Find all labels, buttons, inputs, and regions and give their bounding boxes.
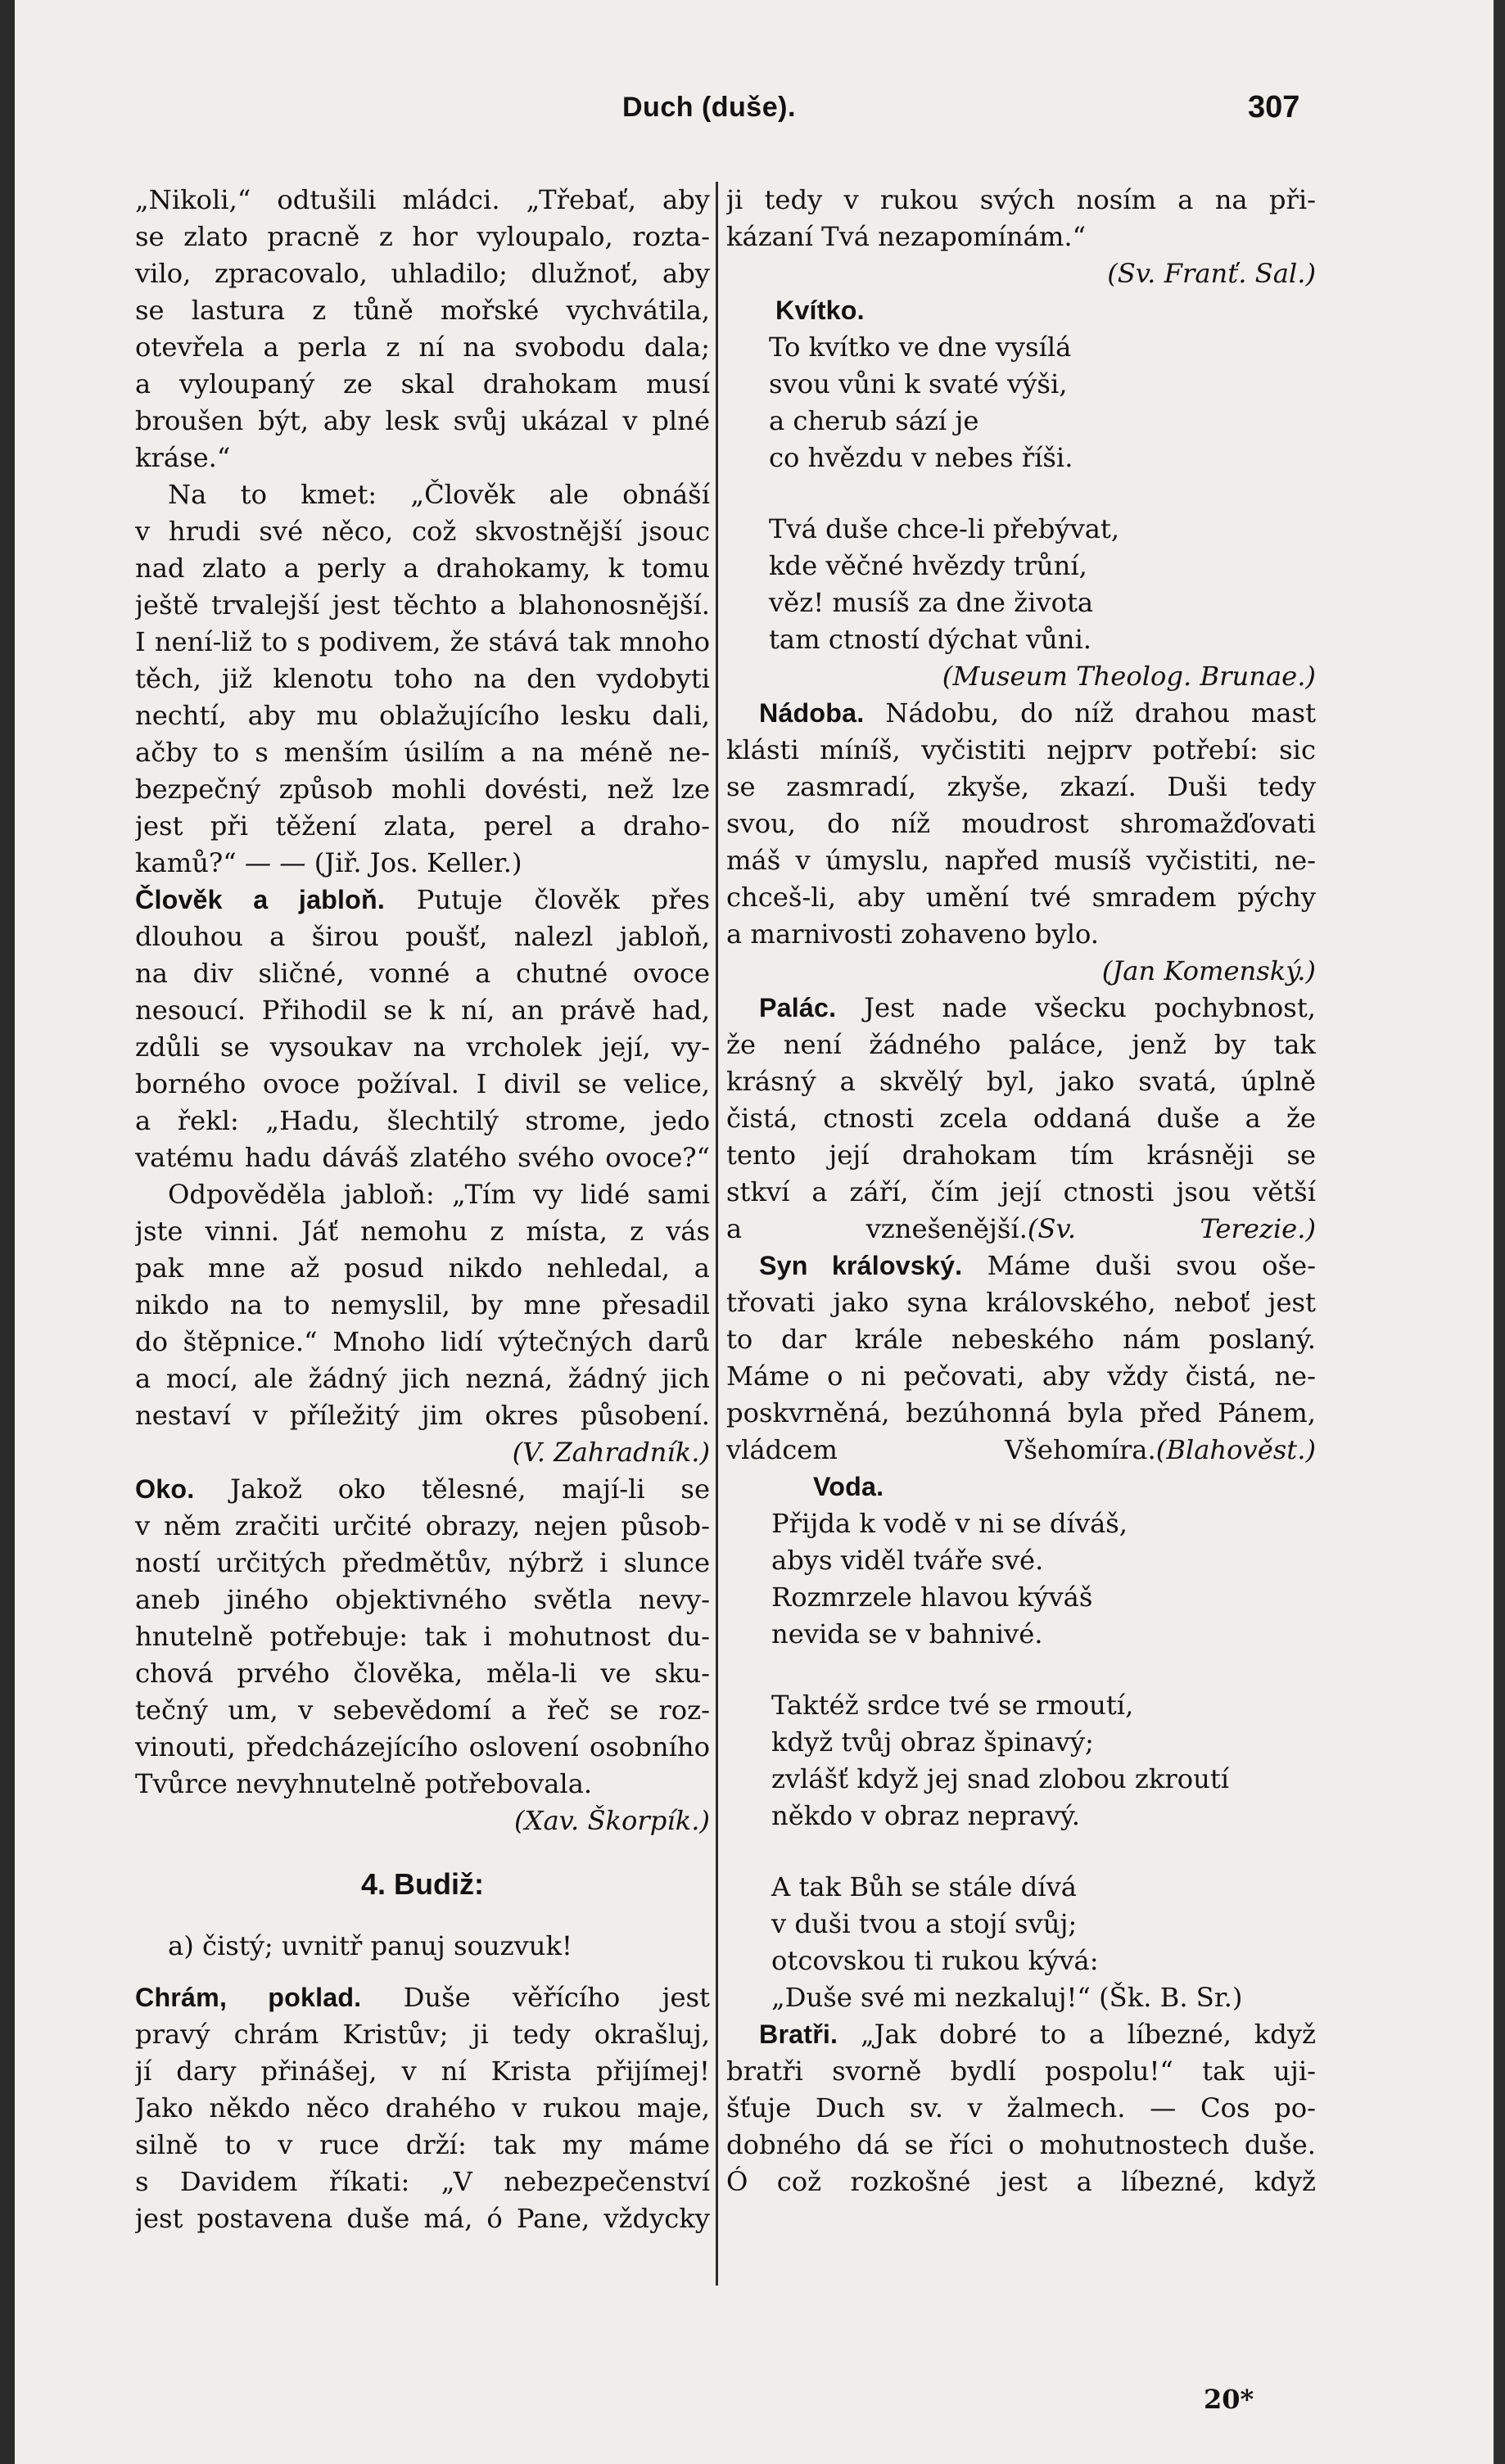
poem-line: nevida se v bahnivé. bbox=[771, 1618, 1043, 1649]
text-line: ností určitých předmětův, nýbrž i slunce bbox=[135, 1547, 710, 1578]
text-line: Jest nade všecku pochybnost, bbox=[864, 992, 1316, 1023]
text-line: hnutelně potřebuje: tak i mohutnost du- bbox=[135, 1621, 710, 1652]
text-line: a vyloupaný ze skal drahokam musí bbox=[135, 368, 710, 399]
text-line: nad zlato a perly a drahokamy, k tomu bbox=[135, 553, 710, 584]
text-line: vilo, zpracovalo, uhladilo; dlužnoť, aby bbox=[135, 258, 710, 289]
text-line: zdůli se vysoukav na vrcholek její, vy- bbox=[135, 1031, 710, 1063]
text-line: se zlato pracně z hor vyloupalo, rozta- bbox=[135, 221, 710, 252]
text-line: na div sličné, vonné a chutné ovoce bbox=[135, 958, 710, 989]
poem-line: někdo v obraz nepravý. bbox=[771, 1800, 1080, 1831]
entry-heading: Oko. bbox=[135, 1474, 195, 1504]
text-line: broušen být, aby lesk svůj ukázal v plné bbox=[135, 405, 710, 436]
text-line: ještě trvalejší jest těchto a blahonosnější. bbox=[135, 589, 710, 621]
paragraph-nikoli bbox=[135, 182, 710, 476]
entry-syn-kralovsky bbox=[726, 1248, 1316, 1469]
text-line: to dar krále nebeského nám poslaný. bbox=[726, 1324, 1316, 1355]
text-line: máš v úmyslu, napřed musíš vyčistiti, ne- bbox=[726, 845, 1316, 876]
text-line: nikdo na to nemyslil, by mne přesadil bbox=[135, 1289, 710, 1320]
text-line: se zasmradí, zkyše, zkazí. Duši tedy bbox=[726, 771, 1316, 802]
signature-mark: 20* bbox=[1204, 2384, 1254, 2415]
left-column bbox=[135, 182, 710, 2237]
text-line: dobného dá se říci o mohutnostech duše. bbox=[726, 2129, 1316, 2160]
poem-line: Rozmrzele hlavou kýváš bbox=[771, 1582, 1093, 1613]
text-line: Nádobu, do níž drahou mast bbox=[885, 697, 1316, 729]
section-subtitle: a) čistý; uvnitř panuj souzvuk! bbox=[168, 1930, 572, 1961]
text-line: Jakož oko tělesné, mají-li se bbox=[230, 1473, 710, 1505]
text-line: Jako někdo něco drahého v rukou maje, bbox=[135, 2092, 710, 2123]
text-line: že není žádného paláce, jenž by tak bbox=[726, 1029, 1316, 1060]
text-line: Na to kmet: „Člověk ale obnáší bbox=[168, 479, 710, 510]
entry-nadoba bbox=[726, 695, 1316, 990]
text-line: pak mne až posud nikdo nehledal, a bbox=[135, 1252, 710, 1284]
text-line: Odpověděla jabloň: „Tím vy lidé sami bbox=[168, 1179, 710, 1210]
section-title: 4. Budiž: bbox=[361, 1867, 484, 1901]
text-line: čistá, ctnosti zcela oddaná duše a že bbox=[726, 1103, 1316, 1134]
source-citation: (Xav. Škorpík.) bbox=[513, 1805, 710, 1836]
text-line: jí dary přinášej, v ní Krista přijímej! bbox=[135, 2056, 710, 2087]
poem-line: Tvá duše chce-li přebývat, bbox=[769, 513, 1120, 544]
page-number: 307 bbox=[1248, 90, 1300, 124]
text-line: dlouhou a širou poušť, nalezl jabloň, bbox=[135, 921, 710, 952]
text-line: šťuje Duch sv. v žalmech. — Cos po- bbox=[726, 2092, 1316, 2123]
poem-line: a cherub sází je bbox=[769, 405, 979, 436]
text-line: s Davidem říkati: „V nebezpečenství bbox=[135, 2166, 710, 2197]
entry-heading: Chrám, poklad. bbox=[135, 1983, 362, 2012]
poem-line: co hvězdu v nebes říši. bbox=[769, 442, 1073, 473]
poem-line: tam ctností dýchat vůni. bbox=[769, 624, 1091, 655]
text-line: pravý chrám Kristův; ji tedy okrašluj, bbox=[135, 2019, 710, 2050]
text-line: jest při těžení zlata, perel a draho- bbox=[135, 810, 710, 842]
poem-line: „Duše své mi nezkaluj!“ (Šk. B. Sr.) bbox=[771, 1982, 1243, 2013]
entry-heading: Voda. bbox=[813, 1472, 884, 1501]
text-line: poskvrněná, bezúhonná byla před Pánem, bbox=[726, 1397, 1316, 1428]
text-line: stkví a září, čím její ctnosti jsou větší bbox=[726, 1176, 1316, 1207]
poem-line: věz! musíš za dne života bbox=[769, 587, 1094, 618]
text-line: těch, již klenotu toho na den vydobyti bbox=[135, 663, 710, 694]
poem-line: abys viděl tváře své. bbox=[771, 1545, 1044, 1576]
paragraph-continuation bbox=[726, 182, 1316, 292]
poem-line: A tak Bůh se stále dívá bbox=[771, 1871, 1077, 1902]
entry-bratri bbox=[726, 2016, 1316, 2200]
entry-heading: Palác. bbox=[759, 993, 837, 1022]
entry-heading: Kvítko. bbox=[775, 296, 865, 325]
text-line: a řekl: „Hadu, šlechtilý strome, jedo bbox=[135, 1105, 710, 1136]
text-line: vinouti, předcházejícího oslovení osobního bbox=[135, 1731, 710, 1762]
source-citation: (Sv. Franť. Sal.) bbox=[1107, 258, 1316, 289]
text-line: kráse.“ bbox=[135, 442, 231, 473]
text-line: klásti míníš, vyčistiti nejprv potřebí: sic bbox=[726, 734, 1316, 765]
text-line: jest postavena duše má, ó Pane, vždycky bbox=[135, 2203, 710, 2234]
text-line: I není-liž to s podivem, že stává tak mnoho bbox=[135, 626, 710, 657]
text-line: ačby to s menším úsilím a na méně ne- bbox=[135, 737, 710, 768]
text-line: Tvůrce nevyhnutelně potřebovala. bbox=[135, 1768, 593, 1799]
running-header: Duch (duše). bbox=[622, 92, 796, 123]
text-line: tečný um, v sebevědomí a řeč se roz- bbox=[135, 1695, 710, 1726]
poem-line: když tvůj obraz špinavý; bbox=[771, 1726, 1094, 1758]
text-line: svou, do níž moudrost shromažďovati bbox=[726, 808, 1316, 839]
paragraph-kmet bbox=[135, 476, 710, 882]
source-citation: (Jan Komenský.) bbox=[1101, 955, 1316, 986]
scan-edge-left bbox=[0, 0, 15, 2464]
text-line: otevřela a perla z ní na svobodu dala; bbox=[135, 332, 710, 363]
text-line: a vznešenější. bbox=[726, 1213, 1028, 1244]
source-citation: (Blahověst.) bbox=[1155, 1434, 1316, 1465]
text-line: „Nikoli,“ odtušili mládci. „Třebať, aby bbox=[135, 184, 710, 215]
poem-line: Taktéž srdce tvé se rmoutí, bbox=[771, 1690, 1134, 1721]
text-line: vládcem Všehomíra. bbox=[726, 1434, 1156, 1465]
text-line: Máme duši svou oše- bbox=[987, 1250, 1316, 1281]
entry-palac bbox=[726, 990, 1316, 1248]
text-line: Máme o ni pečovati, aby vždy čistá, ne- bbox=[726, 1361, 1316, 1392]
text-line: nestaví v příležitý jim okres působení. bbox=[135, 1400, 710, 1431]
text-line: kamů?“ — — (Jiř. Jos. Keller.) bbox=[135, 847, 522, 878]
right-column bbox=[726, 182, 1316, 2200]
entry-clovek-a-jablon bbox=[135, 882, 710, 1471]
text-line: nesoucí. Přihodil se k ní, an právě had, bbox=[135, 995, 710, 1026]
entry-heading: Bratři. bbox=[759, 2019, 838, 2049]
text-line: se lastura z tůně mořské vychvátila, bbox=[135, 295, 710, 326]
text-line: třovati jako syna královského, neboť jest bbox=[726, 1287, 1316, 1318]
text-line: krásný a skvělý byl, jako svatá, úplně bbox=[726, 1066, 1316, 1097]
entry-voda bbox=[726, 1469, 1316, 2016]
entry-kvitko bbox=[726, 292, 1316, 695]
text-line: chová prvého člověka, měla-li ve sku- bbox=[135, 1658, 710, 1689]
text-line: Duše věřícího jest bbox=[403, 1982, 710, 2013]
text-line: kázaní Tvá nezapomínám.“ bbox=[726, 221, 1087, 252]
entry-chram-poklad bbox=[135, 1979, 710, 2237]
source-citation: (Museum Theolog. Brunae.) bbox=[942, 661, 1316, 692]
entry-oko bbox=[135, 1471, 710, 1839]
text-line: borného ovoce požíval. I divil se velice, bbox=[135, 1068, 710, 1099]
text-line: v něm zračiti určité obrazy, nejen působ- bbox=[135, 1510, 710, 1541]
text-line: aneb jiného objektivného světla nevy- bbox=[135, 1584, 710, 1615]
text-line: Ó což rozkošné jest a líbezné, když bbox=[726, 2166, 1316, 2197]
poem-line: v duši tvou a stojí svůj; bbox=[771, 1908, 1078, 1939]
text-line: a marnivosti zohaveno bylo. bbox=[726, 918, 1100, 950]
text-line: jste vinni. Jáť nemohu z místa, z vás bbox=[135, 1216, 710, 1247]
text-line: do štěpnice.“ Mnoho lidí výtečných darů bbox=[135, 1326, 710, 1357]
poem-line: kde věčné hvězdy trůní, bbox=[769, 550, 1087, 581]
scan-edge-right bbox=[1494, 0, 1505, 2464]
text-line: a mocí, ale žádný jich nezná, žádný jich bbox=[135, 1363, 710, 1394]
source-citation: (Sv. Terezie.) bbox=[1027, 1213, 1316, 1244]
text-line: chceš-li, aby umění tvé smradem pýchy bbox=[726, 882, 1316, 913]
text-line: Putuje člověk přes bbox=[416, 884, 710, 915]
text-line: bratři svorně bydlí pospolu!“ tak uji- bbox=[726, 2056, 1316, 2087]
poem-line: zvlášť když jej snad zlobou zkroutí bbox=[771, 1763, 1230, 1794]
poem-line: Přijda k vodě v ni se díváš, bbox=[771, 1508, 1128, 1539]
poem-line: otcovskou ti rukou kývá: bbox=[771, 1945, 1099, 1976]
text-line: nechtí, aby mu oblažujícího lesku dali, bbox=[135, 700, 710, 731]
text-line: tento její drahokam tím krásněji se bbox=[726, 1139, 1316, 1171]
source-citation: (V. Zahradník.) bbox=[512, 1437, 710, 1468]
entry-heading: Člověk a jabloň. bbox=[135, 885, 386, 914]
entry-heading: Nádoba. bbox=[759, 698, 865, 728]
poem-line: To kvítko ve dne vysílá bbox=[769, 332, 1072, 363]
poem-line: svou vůni k svaté výši, bbox=[769, 368, 1068, 399]
text-line: ji tedy v rukou svých nosím a na při- bbox=[726, 184, 1316, 215]
text-line: bezpečný způsob mohli dovésti, než lze bbox=[135, 774, 710, 805]
entry-heading: Syn královský. bbox=[759, 1251, 963, 1280]
text-line: v hrudi své něco, což skvostnější jsouc bbox=[135, 516, 710, 547]
text-line: silně to v ruce drží: tak my máme bbox=[135, 2129, 710, 2160]
text-line: „Jak dobré to a líbezné, když bbox=[860, 2019, 1316, 2050]
text-line: vatému hadu dáváš zlatého svého ovoce?“ bbox=[135, 1142, 710, 1173]
